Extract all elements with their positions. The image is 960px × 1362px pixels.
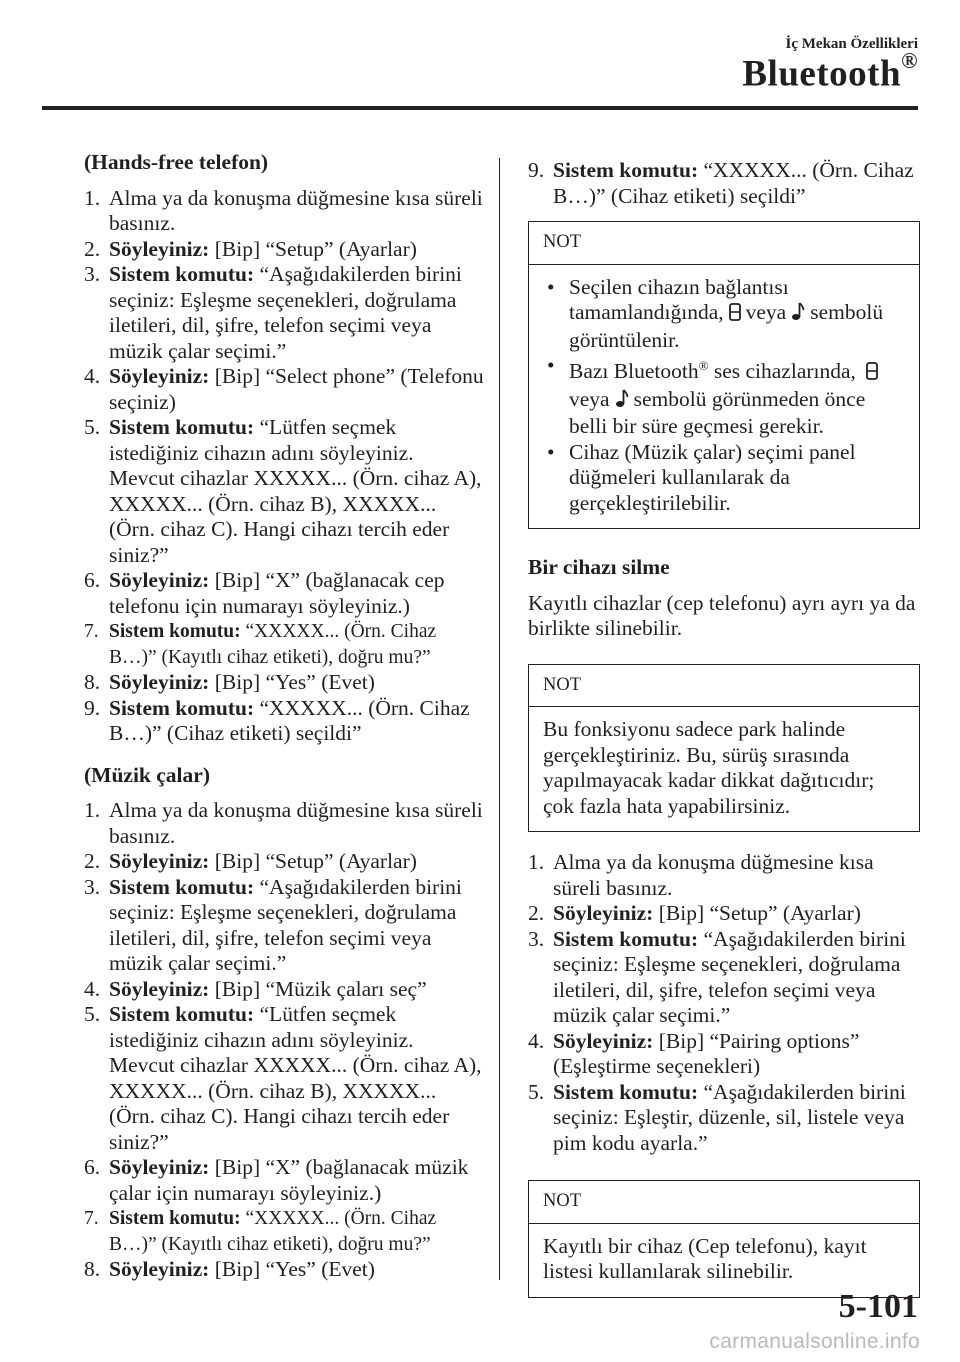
step-item [84, 1155, 484, 1206]
step-label: Sistem komutu: [553, 1079, 699, 1104]
page-title [742, 48, 918, 95]
step-number: 2. [84, 849, 101, 873]
step-label: Söyleyiniz: [109, 976, 210, 1001]
step-label: Sistem komutu: [109, 415, 255, 439]
step-label: Söyleyiniz: [109, 1257, 210, 1281]
right-column [528, 158, 920, 1316]
step-label: Söyleyiniz: [109, 1155, 210, 1179]
step-label: Söyleyiniz: [109, 568, 210, 592]
step-text: Alma ya da konuşma düğmesine kısa süreli basınız. [109, 798, 483, 848]
step-text: “Aşağıdakilerden birini seçiniz: Eşleşme seçenekleri, doğrulama iletileri, dil, şifre, telefon seçimi veya müzik çalar seçimi.” [553, 926, 906, 1028]
note-body [529, 265, 919, 529]
note-heading: NOT [529, 665, 919, 708]
step-item [528, 850, 920, 901]
step-number: 5. [84, 1002, 101, 1026]
step-item [84, 977, 484, 1003]
step-text: Alma ya da konuşma düğmesine kısa süreli basınız. [553, 850, 874, 900]
step-item [528, 1029, 920, 1080]
music-note-icon [791, 301, 805, 328]
note-bullet [543, 353, 905, 440]
note-text: veya [569, 386, 610, 411]
note-body: Kayıtlı bir cihaz (Cep telefonu), kayıt listesi kullanılarak silinebilir. [543, 1233, 867, 1284]
step-label: Sistem komutu: [553, 926, 699, 951]
step-label: Söyleyiniz: [109, 236, 210, 261]
step-label: Sistem komutu: [109, 695, 255, 720]
step-item [84, 262, 484, 364]
page-title-text: Bluetooth [742, 53, 902, 95]
step-number: 3. [84, 262, 101, 286]
step-text: [Bip] “Setup” (Ayarlar) [209, 236, 417, 261]
bullet-dot: • [547, 439, 555, 464]
step-text: [Bip] “Yes” (Evet) [209, 670, 375, 694]
registered-mark: ® [698, 358, 709, 373]
step-item [84, 1257, 484, 1283]
note-text: Seçilen cihazın bağlantısı tamamlandığında, [569, 274, 789, 324]
step-text: “Aşağıdakilerden birini seçiniz: Eşleştir, düzenle, sil, listele veya pim kodu ayarla.” [553, 1079, 906, 1155]
step-text: “Lütfen seçmek istediğiniz cihazın adını söyleyiniz. Mevcut cihazlar XXXXX... (Örn. cihaz A), XXXXX... (Örn. cihaz B), XXXXX... (Örn. cihaz C). Hangi cihazı tercih eder siniz?” [109, 415, 482, 567]
step-text: [Bip] “Select phone” (Telefonu seçiniz) [109, 364, 484, 414]
note-box [528, 221, 920, 529]
step-number: 2. [84, 236, 101, 261]
note-text: sembolü görüntülenir. [569, 300, 884, 352]
step-number: 6. [84, 1155, 101, 1179]
step-label: Söyleyiniz: [553, 901, 654, 926]
step-number: 3. [84, 874, 101, 899]
step-label: Söyleyiniz: [109, 364, 210, 388]
step-text: [Bip] “Yes” (Evet) [209, 1257, 375, 1281]
note-text: sembolü görünmeden önce belli bir süre geçmesi gerekir. [569, 386, 866, 439]
note-heading: NOT [529, 222, 919, 265]
step-number: 4. [84, 364, 101, 388]
step-text: [Bip] “Setup” (Ayarlar) [653, 901, 861, 926]
music-note-icon [615, 388, 629, 415]
step-number: 8. [84, 670, 101, 694]
step-number: 3. [528, 926, 545, 951]
page-number: 5-101 [838, 1288, 918, 1325]
step-item [84, 364, 484, 415]
step-text: “XXXXX... (Örn. Cihaz B…)” (Cihaz etiketi) seçildi” [553, 158, 914, 208]
note-text: veya [745, 300, 787, 324]
step-text: [Bip] “X” (bağlanacak müzik çalar için numarayı söyleyiniz.) [109, 1155, 469, 1205]
step-number: 9. [528, 158, 545, 182]
note-text: Cihaz (Müzik çalar) seçimi panel düğmeleri kullanılarak da gerçekleştirilebilir. [569, 439, 856, 515]
phone-icon [866, 361, 878, 387]
step-item [84, 237, 484, 263]
note-text: Bazı Bluetooth [569, 359, 699, 384]
step-item [84, 696, 484, 747]
step-text: Alma ya da konuşma düğmesine kısa süreli basınız. [109, 185, 483, 235]
step-item [84, 798, 484, 849]
step-item [84, 1002, 484, 1155]
step-label: Sistem komutu: [109, 1208, 241, 1229]
step-text: “Aşağıdakilerden birini seçiniz: Eşleşme seçenekleri, doğrulama iletileri, dil, şifre, telefon seçimi veya müzik çalar seçimi.” [109, 262, 462, 363]
step-text: “Aşağıdakilerden birini seçiniz: Eşleşme seçenekleri, doğrulama iletileri, dil, şifre, telefon seçimi veya müzik çalar seçimi.” [109, 874, 462, 975]
step-number: 1. [84, 185, 101, 210]
step-text: “XXXXX... (Örn. Cihaz B…)” (Cihaz etiketi) seçildi” [109, 695, 470, 745]
step-item [84, 186, 484, 237]
bullet-dot: • [547, 274, 555, 299]
step-item [84, 849, 484, 875]
step-label: Sistem komutu: [109, 874, 255, 899]
step-text: [Bip] “Müzik çaları seç” [209, 976, 427, 1001]
step-number: 5. [84, 415, 101, 439]
step-label: Sistem komutu: [553, 158, 699, 182]
music-heading: (Müzik çalar) [84, 762, 210, 787]
section-header: İç Mekan Özellikleri [785, 36, 918, 52]
continued-steps [528, 158, 920, 209]
step-text: [Bip] “Pairing options” (Eşleştirme seçenekleri) [553, 1028, 860, 1079]
hands-free-heading: (Hands-free telefon) [84, 150, 269, 174]
note-bullet [543, 440, 905, 517]
hands-free-steps [84, 186, 484, 747]
step-number: 4. [84, 976, 101, 1001]
step-label: Sistem komutu: [109, 621, 241, 642]
left-column [84, 150, 484, 1295]
note-heading: NOT [529, 1181, 919, 1224]
step-label: Söyleyiniz: [109, 670, 210, 694]
step-number: 7. [84, 1208, 99, 1229]
step-item [84, 875, 484, 977]
step-label: Sistem komutu: [109, 1002, 255, 1026]
step-number: 8. [84, 1257, 101, 1281]
column-divider [499, 158, 500, 1280]
step-number: 1. [528, 850, 545, 875]
note-box [528, 664, 920, 833]
step-item [84, 619, 484, 670]
step-text: [Bip] “X” (bağlanacak cep telefonu için numarayı söyleyiniz.) [109, 568, 445, 618]
step-number: 9. [84, 695, 101, 720]
step-label: Söyleyiniz: [109, 849, 210, 873]
delete-intro: Kayıtlı cihazlar (cep telefonu) ayrı ayrı ya da birlikte silinebilir. [528, 590, 916, 641]
step-label: Söyleyiniz: [553, 1028, 654, 1053]
delete-heading: Bir cihazı silme [528, 555, 670, 580]
header-rule [42, 106, 918, 110]
delete-steps [528, 850, 920, 1156]
step-text: “Lütfen seçmek istediğiniz cihazın adını söyleyiniz. Mevcut cihazlar XXXXX... (Örn. cihaz A), XXXXX... (Örn. cihaz B), XXXXX... (Örn. cihaz C). Hangi cihazı tercih eder siniz?” [109, 1002, 482, 1154]
step-number: 1. [84, 798, 101, 822]
step-number: 4. [528, 1028, 545, 1053]
step-text: “XXXXX... (Örn. Cihaz B…)” (Kayıtlı cihaz etiketi), doğru mu?” [109, 621, 437, 668]
note-text: ses cihazlarında, [708, 359, 856, 384]
note-body: Bu fonksiyonu sadece park halinde gerçekleştiriniz. Bu, sürüş sırasında yapılmayacak kadar dikkat dağıtıcıdır; çok fazla hata yapabilirsiniz. [543, 717, 875, 818]
step-item [84, 568, 484, 619]
note-box [528, 1180, 920, 1298]
step-number: 2. [528, 901, 545, 926]
step-label: Sistem komutu: [109, 262, 255, 286]
step-item [528, 901, 920, 927]
step-item [528, 927, 920, 1029]
registered-mark: ® [901, 48, 918, 73]
step-number: 5. [528, 1079, 545, 1104]
step-item [528, 1080, 920, 1157]
step-number: 7. [84, 621, 99, 642]
bullet-dot: • [547, 353, 555, 377]
watermark: carmanualsonline.info [709, 1330, 920, 1353]
step-text: [Bip] “Setup” (Ayarlar) [209, 849, 417, 873]
step-item [84, 670, 484, 696]
step-item [84, 415, 484, 568]
music-steps [84, 798, 484, 1283]
step-text: “XXXXX... (Örn. Cihaz B…)” (Kayıtlı cihaz etiketi), doğru mu?” [109, 1208, 437, 1255]
step-number: 6. [84, 568, 101, 592]
step-item [84, 1206, 484, 1257]
note-bullet [543, 275, 905, 354]
step-item [528, 158, 920, 209]
phone-icon [729, 302, 741, 328]
